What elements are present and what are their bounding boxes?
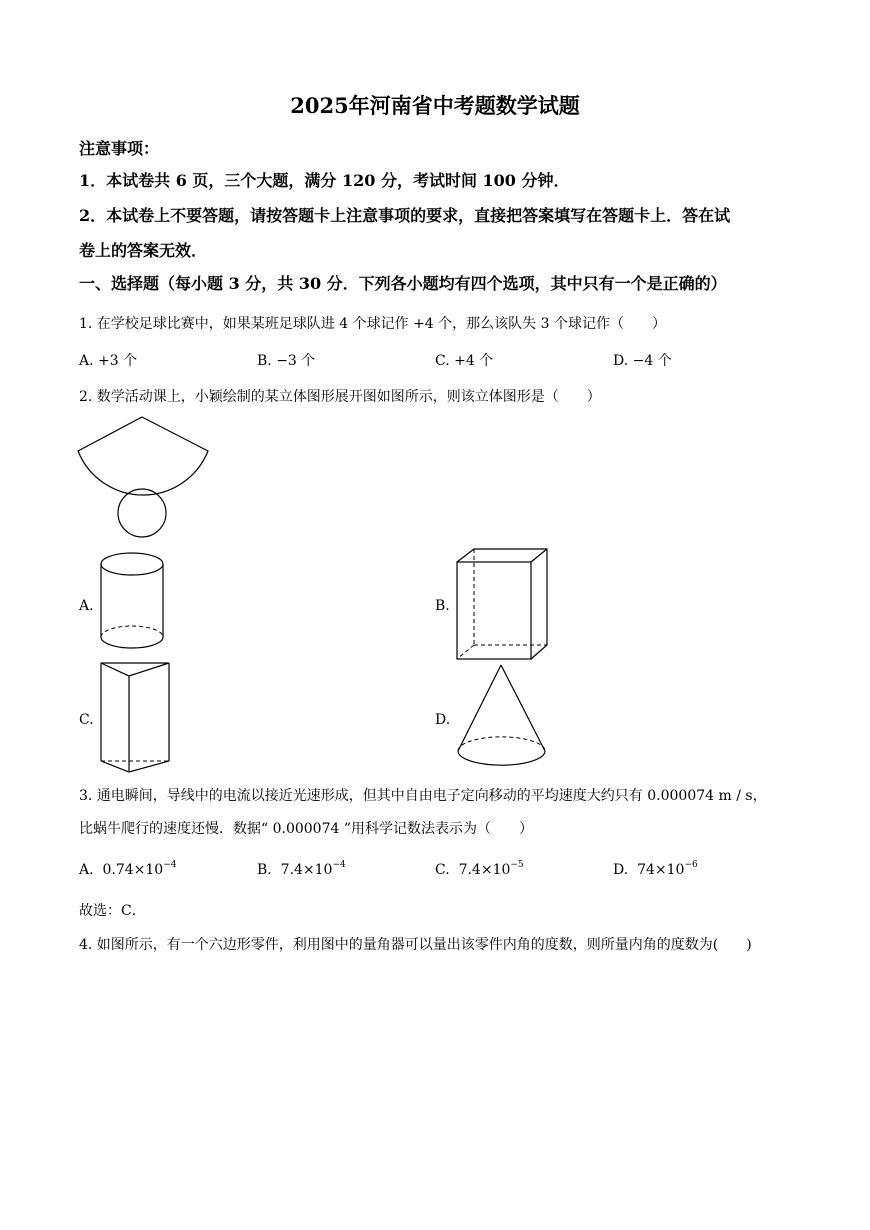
page-title: 2025年河南省中考题数学试题 — [290, 93, 580, 118]
q3-option-b-base: 7.4×10 — [280, 862, 333, 878]
q2-net-figure — [78, 417, 210, 541]
question-1-text: 1. 在学校足球比赛中，如果某班足球队进 4 个球记作 +4 个，那么该队失 3 个球记作（ ） — [79, 316, 666, 332]
q1-option-c: C. +4 个 — [435, 353, 494, 369]
note-item-2-line-2: 卷上的答案无效． — [79, 241, 208, 260]
question-2-text: 2. 数学活动课上，小颖绘制的某立体图形展开图如图所示，则该立体图形是（ ） — [79, 389, 601, 405]
q2-option-a-label: A. — [79, 598, 94, 614]
question-3-line-1: 3. 通电瞬间，导线中的电流以接近光速形成，但其中自由电子定向移动的平均速度大约只有 0.000074 m / s， — [79, 788, 767, 804]
q2-option-d-label: D. — [435, 712, 451, 728]
q3-option-d-label: D. — [613, 862, 629, 878]
q1-option-d: D. −4 个 — [613, 353, 672, 369]
note-item-1: 1．本试卷共 6 页，三个大题，满分 120 分，考试时间 100 分钟． — [79, 171, 570, 190]
notes-heading: 注意事项： — [79, 139, 160, 158]
q3-option-a-base: 0.74×10 — [102, 862, 164, 878]
q3-option-b — [257, 860, 346, 878]
question-3-line-2: 比蜗牛爬行的速度还慢．数据“ 0.000074 ”用科学记数法表示为（ ） — [79, 821, 534, 837]
question-4-text: 4. 如图所示，有一个六边形零件，利用图中的量角器可以量出该零件内角的度数，则所量内角的度数为( ) — [79, 937, 752, 953]
cone-figure — [456, 663, 548, 773]
q3-option-c-base: 7.4×10 — [458, 862, 511, 878]
q3-answer: 故选：C． — [79, 903, 146, 919]
q2-option-b-label: B. — [435, 598, 450, 614]
q3-option-b-exponent: −4 — [332, 860, 346, 870]
triangular-prism-figure — [99, 661, 173, 775]
cuboid-figure — [455, 547, 550, 662]
q3-option-d-base: 74×10 — [637, 862, 685, 878]
section-1-heading: 一、选择题（每小题 3 分，共 30 分．下列各小题均有四个选项，其中只有一个是正确的） — [79, 274, 727, 293]
q2-option-c-label: C. — [79, 712, 94, 728]
q3-option-a-exponent: −4 — [163, 860, 177, 870]
q3-option-a — [79, 860, 176, 878]
q3-option-c — [435, 860, 524, 878]
q3-option-b-label: B. — [257, 862, 272, 878]
q3-option-d-exponent: −6 — [684, 860, 698, 870]
q1-option-a: A. +3 个 — [79, 353, 138, 369]
q3-option-d — [613, 860, 698, 878]
q1-option-b: B. −3 个 — [257, 353, 316, 369]
cylinder-figure — [99, 551, 167, 653]
note-item-2-line-1: 2．本试卷上不要答题，请按答题卡上注意事项的要求，直接把答案填写在答题卡上．答在试 — [79, 206, 731, 225]
q3-option-c-exponent: −5 — [510, 860, 524, 870]
q3-option-a-label: A. — [79, 862, 94, 878]
q3-option-c-label: C. — [435, 862, 450, 878]
